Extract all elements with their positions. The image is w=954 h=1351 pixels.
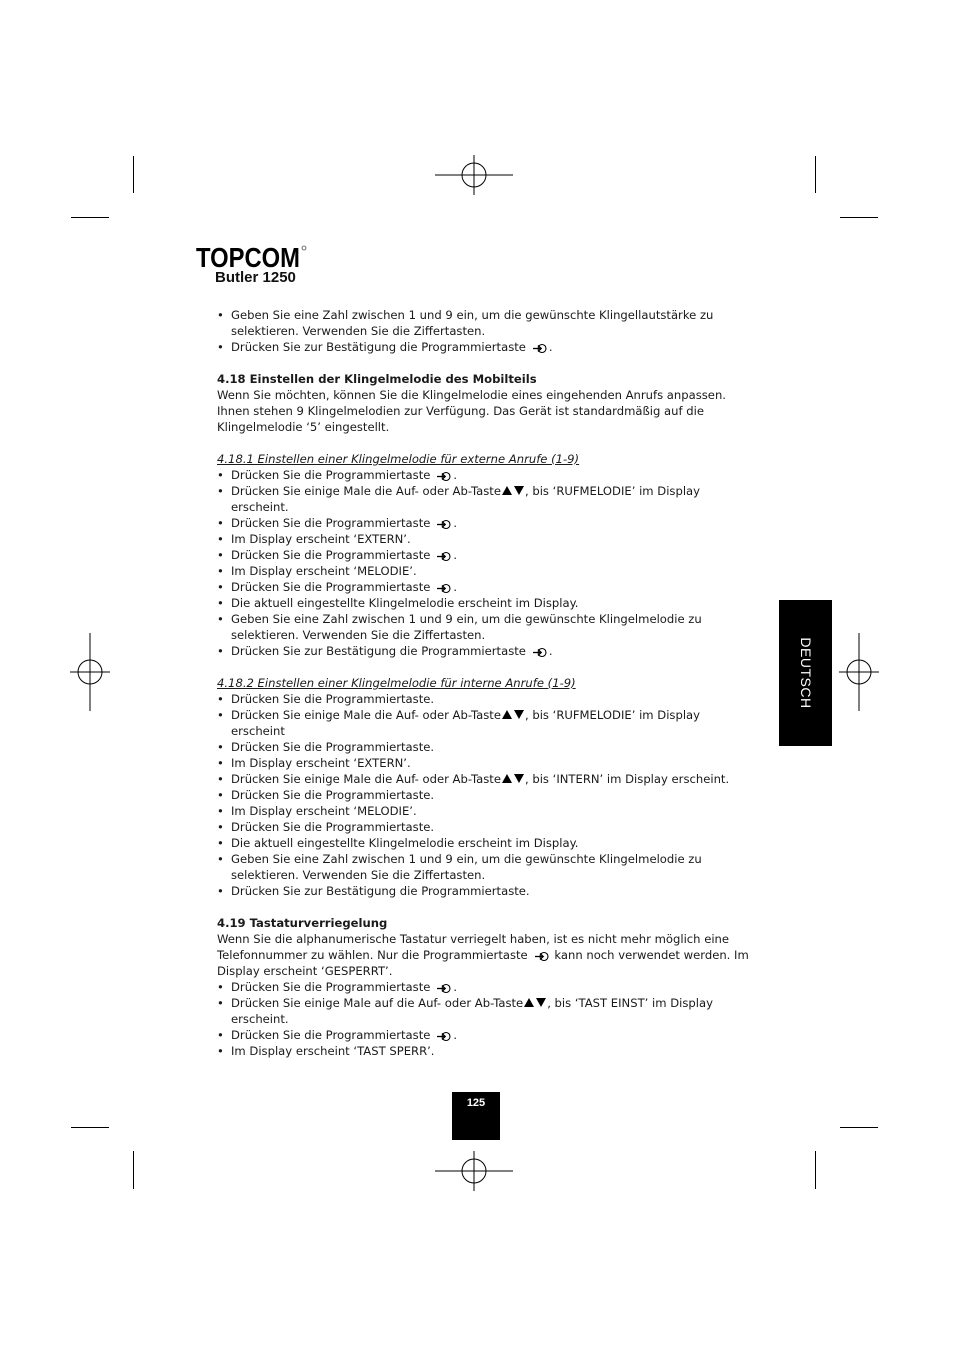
page-number-box <box>452 1092 500 1140</box>
list-item: • Geben Sie eine Zahl zwischen 1 und 9 ein, um die gewünschte Klingelmelodie zu selektieren. Verwenden Sie die Ziffertasten. <box>217 852 702 882</box>
list-item: • Im Display erscheint ‘MELODIE’. <box>217 564 417 578</box>
list-item: • Drücken Sie einige Male die Auf- oder Ab-Taste , bis ‘INTERN’ im Display erscheint. <box>217 772 730 786</box>
page-number: 125 <box>466 1097 486 1109</box>
up-down-arrows-icon <box>502 708 524 719</box>
list-item: • Drücken Sie die Programmiertaste . <box>217 548 458 562</box>
program-key-icon <box>436 982 452 994</box>
list-item: • Drücken Sie die Programmiertaste . <box>217 980 458 994</box>
list-item: • Drücken Sie zur Bestätigung die Programmiertaste. <box>217 884 530 898</box>
section-body: Wenn Sie möchten, können Sie die Klingelmelodie eines eingehenden Anrufs anpassen. Ihnen stehen 9 Klingelmelodien zur Verfügung. Das Gerät ist standardmäßig auf die Klingelmelodie ‘5’ eingestellt. <box>217 388 726 434</box>
program-key-icon <box>436 550 452 562</box>
program-key-icon <box>436 1030 452 1042</box>
up-down-arrows-icon <box>524 996 546 1007</box>
program-key-icon <box>532 342 548 354</box>
list-item: • Drücken Sie die Programmiertaste. <box>217 692 435 706</box>
list-item: • Drücken Sie die Programmiertaste. <box>217 788 435 802</box>
list-item: • Drücken Sie die Programmiertaste . <box>217 516 458 530</box>
steps-list <box>217 467 757 659</box>
list-item: • Drücken Sie einige Male auf die Auf- oder Ab-Taste , bis ‘TAST EINST’ im Display erscheint. <box>217 996 713 1026</box>
list-item: • Die aktuell eingestellte Klingelmelodie erscheint im Display. <box>217 836 579 850</box>
crop-mark <box>71 217 109 218</box>
crop-mark <box>815 156 816 193</box>
steps-list <box>217 979 757 1059</box>
crop-mark <box>815 1151 816 1189</box>
up-down-arrows-icon <box>502 484 524 495</box>
registration-mark <box>839 633 879 711</box>
program-key-icon <box>532 646 548 658</box>
section-heading: 4.18 Einstellen der Klingelmelodie des Mobilteils <box>217 372 537 386</box>
svg-text:TOPCOM: TOPCOM <box>196 242 300 270</box>
list-item: • Drücken Sie einige Male die Auf- oder Ab-Taste , bis ‘RUFMELODIE’ im Display erscheint. <box>217 484 701 514</box>
steps-list <box>217 691 757 899</box>
crop-mark <box>133 1151 134 1189</box>
subsection-heading: 4.18.2 Einstellen einer Klingelmelodie für interne Anrufe (1-9) <box>217 676 576 690</box>
list-item: • Drücken Sie die Programmiertaste . <box>217 1028 458 1042</box>
registration-mark <box>435 1151 513 1191</box>
language-tab-label: DEUTSCH <box>797 637 814 709</box>
section-heading: 4.19 Tastaturverriegelung <box>217 916 388 930</box>
list-item: • Drücken Sie die Programmiertaste. <box>217 820 435 834</box>
crop-mark <box>133 156 134 193</box>
topcom-logo <box>196 240 308 270</box>
crop-mark <box>840 217 878 218</box>
list-item: • Drücken Sie die Programmiertaste. <box>217 740 435 754</box>
list-item: • Drücken Sie zur Bestätigung die Programmiertaste . <box>217 340 553 354</box>
list-item: • Drücken Sie einige Male die Auf- oder Ab-Taste , bis ‘RUFMELODIE’ im Display erscheint <box>217 708 701 738</box>
up-down-arrows-icon <box>502 772 524 783</box>
list-item: • Im Display erscheint ‘TAST SPERR’. <box>217 1044 435 1058</box>
section-body: Wenn Sie die alphanumerische Tastatur verriegelt haben, ist es nicht mehr möglich eine Telefonnummer zu wählen. Nur die Programmiertaste kann noch verwendet werden. Im Display erscheint ‘GESPERRT’. <box>217 932 749 978</box>
crop-mark <box>840 1127 878 1128</box>
crop-mark <box>71 1127 109 1128</box>
model-name: Butler 1250 <box>215 269 296 286</box>
subsection-heading: 4.18.1 Einstellen einer Klingelmelodie für externe Anrufe (1-9) <box>217 452 580 466</box>
manual-content <box>217 307 757 1059</box>
list-item: • Drücken Sie zur Bestätigung die Programmiertaste . <box>217 644 553 658</box>
program-key-icon <box>436 582 452 594</box>
language-tab <box>779 600 832 746</box>
intro-bullets <box>217 307 757 355</box>
list-item: • Geben Sie eine Zahl zwischen 1 und 9 ein, um die gewünschte Klingellautstärke zu selektieren. Verwenden Sie die Ziffertasten. <box>217 308 714 338</box>
registration-mark <box>70 633 110 711</box>
list-item: • Drücken Sie die Programmiertaste . <box>217 468 458 482</box>
program-key-icon <box>436 518 452 530</box>
list-item: • Drücken Sie die Programmiertaste . <box>217 580 458 594</box>
list-item: • Geben Sie eine Zahl zwischen 1 und 9 ein, um die gewünschte Klingelmelodie zu selektieren. Verwenden Sie die Ziffertasten. <box>217 612 702 642</box>
list-item: • Im Display erscheint ‘MELODIE’. <box>217 804 417 818</box>
program-key-icon <box>534 950 550 962</box>
program-key-icon <box>436 470 452 482</box>
list-item: • Die aktuell eingestellte Klingelmelodie erscheint im Display. <box>217 596 579 610</box>
list-item: • Im Display erscheint ‘EXTERN’. <box>217 532 411 546</box>
list-item: • Im Display erscheint ‘EXTERN’. <box>217 756 411 770</box>
registration-mark <box>435 155 513 195</box>
